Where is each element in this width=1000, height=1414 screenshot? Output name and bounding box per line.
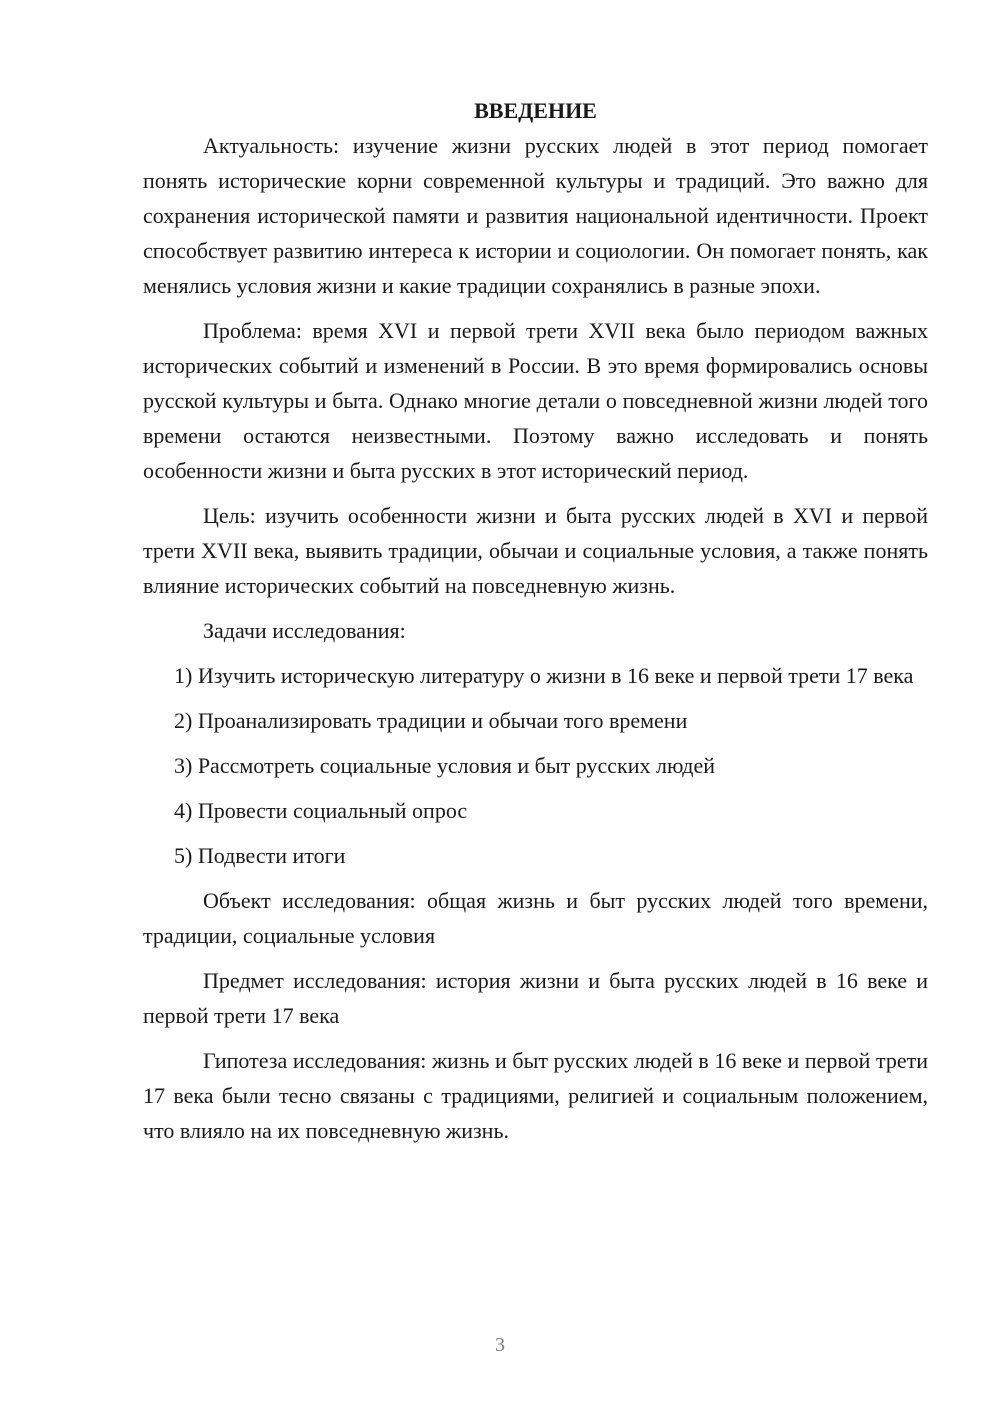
paragraph-object: Объект исследования: общая жизнь и быт русских людей того времени, традиции, социальные условия [143, 888, 928, 948]
list-item: 1) Изучить историческую литературу о жизни в 16 веке и первой трети 17 века [174, 663, 914, 688]
list-item: 2) Проанализировать традиции и обычаи того времени [174, 708, 688, 733]
paragraph-relevance: Актуальность: изучение жизни русских людей в этот период помогает понять исторические корни современной культуры и традиций. Это важно для сохранения исторической памяти и развития национальной идентичности. Проект способствует развитию интереса к истории и социологии. Он помогает понять, как менялись условия жизни и какие традиции сохранялись в разные эпохи. [143, 133, 928, 298]
list-item: 5) Подвести итоги [174, 843, 346, 868]
paragraph-goal: Цель: изучить особенности жизни и быта русских людей в XVI и первой трети XVII века, выявить традиции, обычаи и социальные условия, а также понять влияние исторических событий на повседневную жизнь. [143, 503, 928, 598]
page-title: ВВЕДЕНИЕ [474, 98, 597, 123]
paragraph-tasks-heading: Задачи исследования: [203, 618, 406, 643]
list-item: 3) Рассмотреть социальные условия и быт русских людей [174, 753, 715, 778]
page-number: 3 [495, 1334, 505, 1356]
paragraph-subject: Предмет исследования: история жизни и быта русских людей в 16 веке и первой трети 17 века [143, 968, 928, 1028]
tasks-list [143, 658, 928, 873]
paragraph-problem: Проблема: время XVI и первой трети XVII века было периодом важных исторических событий и изменений в России. В это время формировались основы русской культуры и быта. Однако многие детали о повседневной жизни людей того времени остаются неизвестными. Поэтому важно исследовать и понять особенности жизни и быта русских в этот исторический период. [143, 318, 928, 483]
document-page [143, 94, 928, 1158]
paragraph-hypothesis: Гипотеза исследования: жизнь и быт русских людей в 16 веке и первой трети 17 века были тесно связаны с традициями, религией и социальным положением, что влияло на их повседневную жизнь. [143, 1048, 928, 1143]
list-item: 4) Провести социальный опрос [174, 798, 468, 823]
